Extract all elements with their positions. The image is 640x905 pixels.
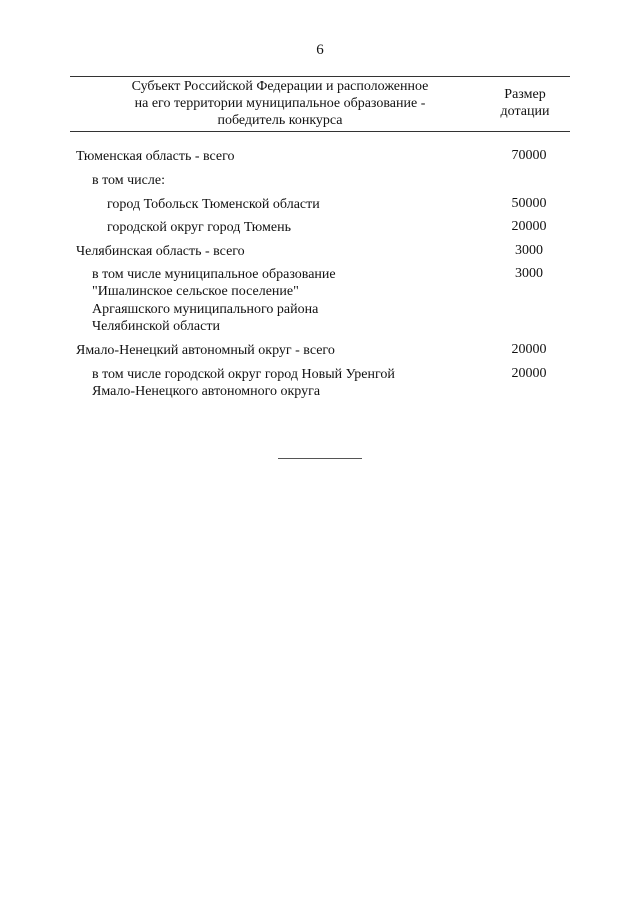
row-name-line: Аргаяшского муниципального района <box>92 301 319 317</box>
row-name <box>92 172 165 189</box>
row-name <box>92 266 336 335</box>
row-amount: 20000 <box>511 219 547 234</box>
row-name-line: в том числе: <box>92 173 165 188</box>
header-amount-line: Размер <box>504 87 546 102</box>
row-amount: 3000 <box>515 266 543 281</box>
row-name-line: "Ишалинское сельское поселение" <box>92 284 299 300</box>
row-name-line: Ямало-Ненецкий автономный округ - всего <box>76 343 335 358</box>
row-name <box>76 342 335 359</box>
row-name-line: Челябинская область - всего <box>76 244 245 259</box>
row-name <box>107 219 291 236</box>
header-subject-line: победитель конкурса <box>217 113 343 128</box>
row-name <box>92 366 395 401</box>
row-name <box>107 196 320 213</box>
row-name-line: город Тобольск Тюменской области <box>107 197 320 212</box>
header-amount <box>480 86 570 120</box>
row-name-line: в том числе городской округ город Новый Уренгой <box>92 367 395 382</box>
page-number: 6 <box>316 42 324 58</box>
end-of-document-line <box>278 458 362 459</box>
row-amount: 3000 <box>515 243 543 258</box>
row-name <box>76 148 235 165</box>
table-top-rule <box>70 76 570 77</box>
row-name-line: городской округ город Тюмень <box>107 220 291 235</box>
row-name-line: Челябинской области <box>92 318 220 334</box>
row-amount: 20000 <box>511 342 547 357</box>
header-subject-line: на его территории муниципальное образование - <box>134 96 426 111</box>
row-amount: 70000 <box>511 148 547 163</box>
header-subject <box>90 78 470 129</box>
row-name-line: Тюменская область - всего <box>76 149 235 164</box>
row-name-line: в том числе муниципальное образование <box>92 267 336 282</box>
row-amount: 20000 <box>511 366 547 381</box>
header-amount-line: дотации <box>500 104 550 119</box>
row-name <box>76 243 245 260</box>
table-header-rule <box>70 131 570 132</box>
header-subject-line: Субъект Российской Федерации и расположенное <box>131 79 429 94</box>
row-amount: 50000 <box>511 196 547 211</box>
row-name-line: Ямало-Ненецкого автономного округа <box>92 384 321 400</box>
